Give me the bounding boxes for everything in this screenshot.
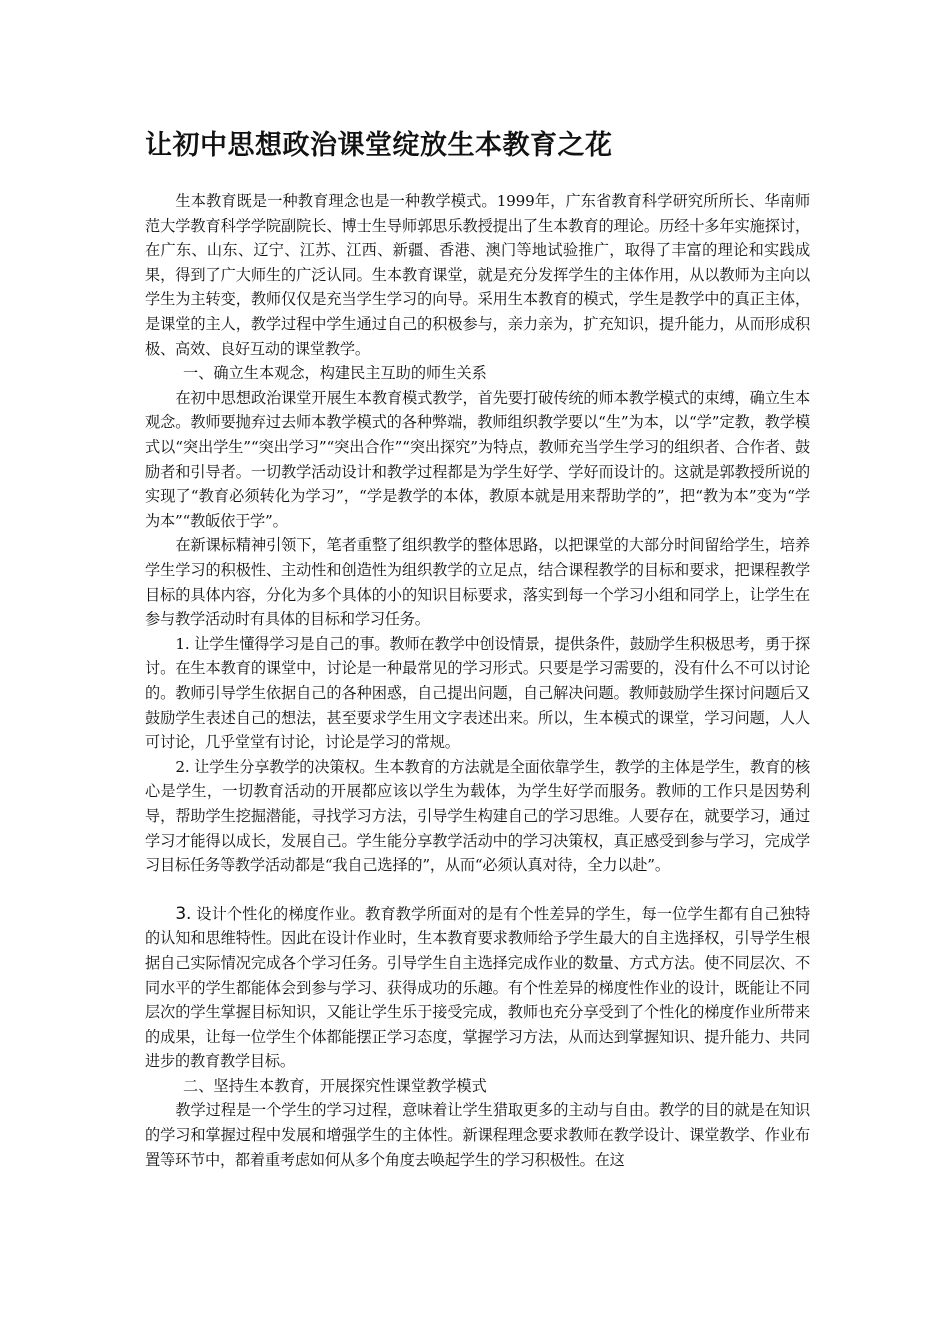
blank-line [145, 878, 810, 902]
paragraph-4: 2. 让学生分享教学的决策权。生本教育的方法就是全面依靠学生，教学的主体是学生，教育的核心是学生，一切教育活动的开展都应该以学生为载体，为学生好学而服务。教师的工作只是因势利导，帮助学生挖掘潜能，寻找学习方法，引导学生构建自己的学习思维。人要存在，就要学习，通过学习才能得以成长，发展自己。学生能分享教学活动中的学习决策权，真正感受到参与学习，完成学习目标任务等教学活动都是“我自己选择的”，从而“必须认真对待，全力以赴”。 [145, 757, 810, 875]
document-page [145, 128, 810, 1172]
paragraph-intro: 生本教育既是一种教育理念也是一种教学模式。1999年，广东省教育科学研究所所长、华南师范大学教育科学学院副院长、博士生导师郭思乐教授提出了生本教育的理论。历经十多年实施探讨，在广东、山东、辽宁、江苏、江西、新疆、香港、澳门等地试验推广，取得了丰富的理论和实践成果，得到了广大师生的广泛认同。生本教育课堂，就是充分发挥学生的主体作用，从以教师为主向以学生为主转变，教师仅仅是充当学生学习的向导。采用生本教育的模式，学生是教学中的真正主体，是课堂的主人，教学过程中学生通过自己的积极参与，亲力亲为，扩充知识，提升能力，从而形成积极、高效、良好互动的课堂教学。 [145, 192, 810, 358]
item-number: 3. [175, 903, 192, 924]
document-title: 让初中思想政治课堂绽放生本教育之花 [145, 130, 613, 161]
paragraph-3: 1. 让学生懂得学习是自己的事。教师在教学中创设情景，提供条件，鼓励学生积极思考，勇于探讨。在生本教育的课堂中，讨论是一种最常见的学习形式。只要是学习需要的，没有什么不可以讨论的。教师引导学生依据自己的各种困惑，自己提出问题，自己解决问题。教师鼓励学生探讨问题后又鼓励学生表述自己的想法，甚至要求学生用文字表述出来。所以，生本模式的课堂，学习问题，人人可讨论，几乎堂堂有讨论，讨论是学习的常规。 [145, 634, 810, 752]
paragraph-5-text: 设计个性化的梯度作业。教育教学所面对的是有个性差异的学生，每一位学生都有自己独特的认知和思维特性。因此在设计作业时，生本教育要求教师给予学生最大的自主选择权，引导学生根据自己实际情况完成各个学习任务。引导学生自主选择完成作业的数量、方式方法。使不同层次、不同水平的学生都能体会到参与学习、获得成功的乐趣。有个性差异的梯度性作业的设计，既能让不同层次的学生掌握目标知识，又能让学生乐于接受完成，教师也充分享受到了个性化的梯度作业所带来的成果，让每一位学生个体都能摆正学习态度，掌握学习方法，从而达到掌握知识、提升能力、共同进步的教育教学目标。 [145, 904, 810, 1071]
paragraph-5 [145, 902, 810, 1074]
paragraph-1: 在初中思想政治课堂开展生本教育模式教学，首先要打破传统的师本教学模式的束缚，确立生本观念。教师要抛弃过去师本教学模式的各种弊端，教师组织教学要以“生”为本，以“学”定教，教学模式以“突出学生”“突出学习”“突出合作”“突出探究”为特点，教师充当学生学习的组织者、合作者、鼓励者和引导者。一切教学活动设计和教学过程都是为学生好学、学好而设计的。这就是郭教授所说的实现了“教育必须转化为学习”，“学是教学的本体，教原本就是用来帮助学的”，把“教为本”变为“学为本”“教皈依于学”。 [145, 388, 810, 530]
paragraph-6: 教学过程是一个学生的学习过程，意味着让学生猎取更多的主动与自由。教学的目的就是在知识的学习和掌握过程中发展和增强学生的主体性。新课程理念要求教师在教学设计、课堂教学、作业布置等环节中，都着重考虑如何从多个角度去唤起学生的学习积极性。在这 [145, 1101, 810, 1169]
section-heading-1: 一、确立生本观念，构建民主互助的师生关系 [183, 364, 487, 383]
section-heading-2: 二、坚持生本教育，开展探究性课堂教学模式 [183, 1076, 487, 1095]
paragraph-2: 在新课标精神引领下，笔者重整了组织教学的整体思路，以把课堂的大部分时间留给学生，培养学生学习的积极性、主动性和创造性为组织教学的立足点，结合课程教学的目标和要求，把课程教学目标的具体内容，分化为多个具体的小的知识目标要求，落实到每一个学习小组和同学上，让学生在参与教学活动时有具体的目标和学习任务。 [145, 536, 810, 629]
